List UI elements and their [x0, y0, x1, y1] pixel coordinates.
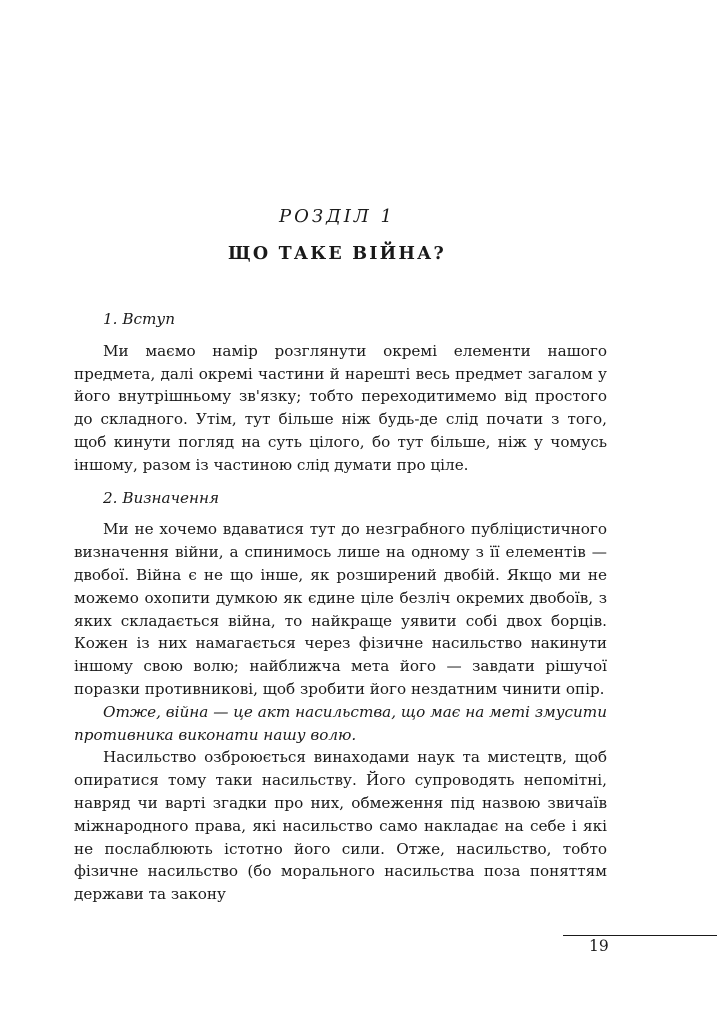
paragraph: Ми маємо намір розглянути окремі елементи нашого предмета, далі окремі частини й нарешті весь предмет загалом у його внутрішньому зв'язку; тобто переходитимемо від простого до складного. Утім, тут більше ніж будь-де слід почати з того, щоб кинути погляд на суть цілого, бо тут більше, ніж у чомусь іншому, разом із частиною слід думати про ціле.	[74, 341, 607, 474]
chapter-label: РОЗДІЛ 1	[278, 206, 396, 227]
definition-paragraph: Отже, війна — це акт насильства, що має на меті змусити противника виконати нашу волю.	[74, 702, 607, 744]
chapter-title: ЩО ТАКЕ ВІЙНА?	[228, 244, 446, 264]
section-heading-intro: 1. Вступ	[103, 310, 175, 328]
section-heading-definition: 2. Визначення	[103, 488, 220, 507]
body-text	[74, 308, 607, 906]
footer-rule	[563, 935, 717, 936]
paragraph: Ми не хочемо вдаватися тут до незграбного публіцистичного визначення війни, а спинимось лише на одному з її елементів — двобої. Війна є не що інше, як розширений двобій. Якщо ми не можемо охопити думкою як єдине ціле безліч окремих двобоїв, з яких складається війна, то найкраще уявити собі двох борців. Кожен із них намагається через фізичне насильство накинути іншому свою волю; найближча мета його — завдати рішучої поразки противникові, щоб зробити його нездатним чинити опір.	[74, 520, 607, 698]
page-number: 19	[589, 937, 609, 955]
paragraph: Насильство озброюється винаходами наук та мистецтв, щоб опиратися тому таки насильству. Його супроводять непомітні, навряд чи варті згадки про них, обмеження під назвою звичаїв міжнародного права, які насильство само накладає на себе і які не послаблюють істотно його сили. Отже, насильство, тобто фізичне насильство (бо морального насильства поза поняттям держави та закону	[74, 748, 607, 904]
